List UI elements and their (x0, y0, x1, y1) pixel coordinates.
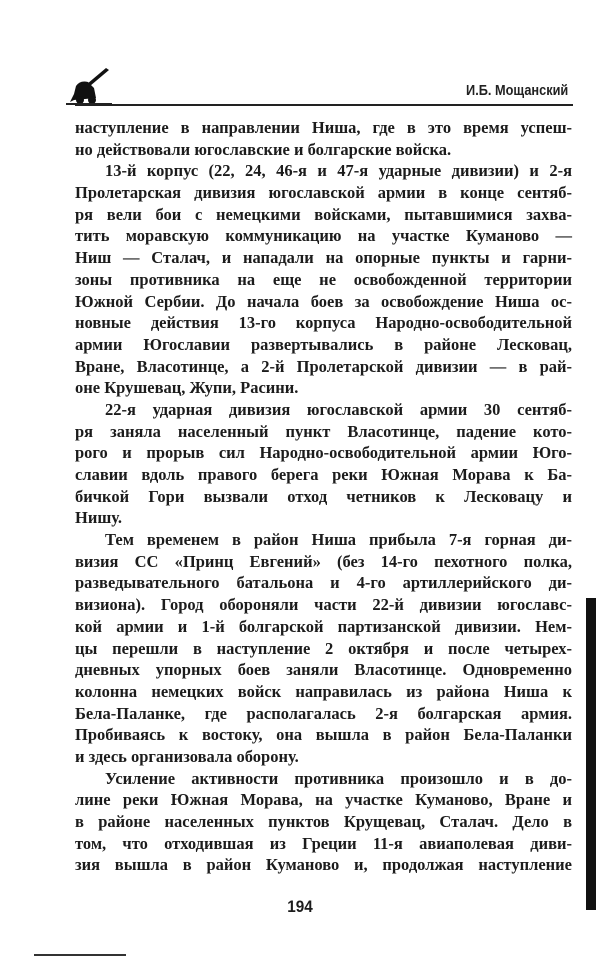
text-line: бичкой Гори вызвали отход четников к Лесковацу и (75, 486, 572, 506)
text-line: Пробиваясь к востоку, она вышла в район Бела-Паланки (75, 725, 572, 745)
text-line: и здесь организовала оборону. (75, 746, 299, 766)
text-line: Тем временем в район Ниша прибыла 7-я горная ди- (105, 530, 572, 550)
text-line: колонна немецких войск направилась из района Ниша к (75, 681, 572, 701)
header-rule (75, 104, 573, 106)
text-line: визиона). Город обороняли части 22-й дивизии югославс- (75, 595, 572, 615)
text-line: Вране, Власотинце, а 2-й Пролетарской дивизии — в рай- (75, 356, 572, 376)
text-line: Пролетарская дивизия югославской армии в конце сентяб- (75, 183, 572, 203)
text-line: зоны противника на еще не освобожденной территории (75, 269, 572, 289)
text-line: Южной Сербии. До начала боев за освобождение Ниша ос- (75, 291, 572, 311)
text-line: новные действия 13-го корпуса Народно-освободительной (75, 313, 572, 333)
text-line: дневных упорных боев заняли Власотинце. Одновременно (75, 660, 572, 680)
page-number: 194 (287, 897, 313, 916)
text-line: цы перешли в наступление 2 октября и после четырех- (75, 638, 572, 658)
text-line: наступление в направлении Ниша, где в это время успеш- (75, 118, 572, 137)
text-line: ря вели бои с немецкими войсками, пытавшимися захва- (75, 204, 572, 224)
text-line: лине реки Южная Морава, на участке Куманово, Вране и (75, 790, 572, 810)
paragraph (75, 529, 572, 768)
text-line: Усиление активности противника произошло и в до- (105, 768, 572, 788)
text-line: тить моравскую коммуникацию на участке Куманово — (75, 226, 572, 246)
paragraph (75, 117, 572, 160)
scan-edge-shadow (586, 598, 596, 910)
text-line: ря заняла населенный пункт Власотинце, падение кото- (75, 421, 572, 441)
text-line: оне Крушевац, Жупи, Расини. (75, 378, 299, 398)
text-line: 22-я ударная дивизия югославской армии 30 сентяб- (105, 399, 572, 419)
running-header-author: И.Б. Мощанский (465, 82, 568, 99)
text-line: разведывательного батальона и 4-го артиллерийского ди- (75, 573, 572, 593)
text-line: в районе населенных пунктов Крущевац, Сталач. Дело в (75, 812, 572, 831)
paragraph (75, 399, 572, 529)
text-line: Нишу. (75, 508, 122, 528)
text-line: визия СС «Принц Евгений» (без 14-го пехотного полка, (75, 551, 572, 571)
scan-bottom-mark (34, 954, 126, 956)
text-line: зия вышла в район Куманово и, продолжая наступление (75, 855, 572, 875)
text-line: 13-й корпус (22, 24, 46-я и 47-я ударные дивизии) и 2-я (105, 161, 572, 181)
text-line: кой армии и 1-й болгарской партизанской дивизии. Нем- (75, 616, 572, 636)
text-line: но действовали югославские и болгарские войска. (75, 139, 452, 159)
paragraph (75, 768, 572, 876)
text-line: армии Югославии развертывались в районе Лесковац, (75, 334, 572, 354)
page-body-text (75, 117, 572, 876)
text-line: Ниш — Сталач, и нападали на опорные пункты и гарни- (75, 248, 572, 268)
paragraph (75, 160, 572, 399)
text-line: славии вдоль правого берега реки Южная Морава к Ба- (75, 465, 572, 484)
text-line: рого и прорыв сил Народно-освободительной армии Юго- (75, 443, 572, 463)
text-line: том, что отходившая из Греции 11-я авиаполевая диви- (75, 833, 572, 853)
artillery-gun-icon (66, 64, 112, 106)
text-line: Бела-Паланке, где располагалась 2-я болгарская армия. (75, 703, 572, 723)
